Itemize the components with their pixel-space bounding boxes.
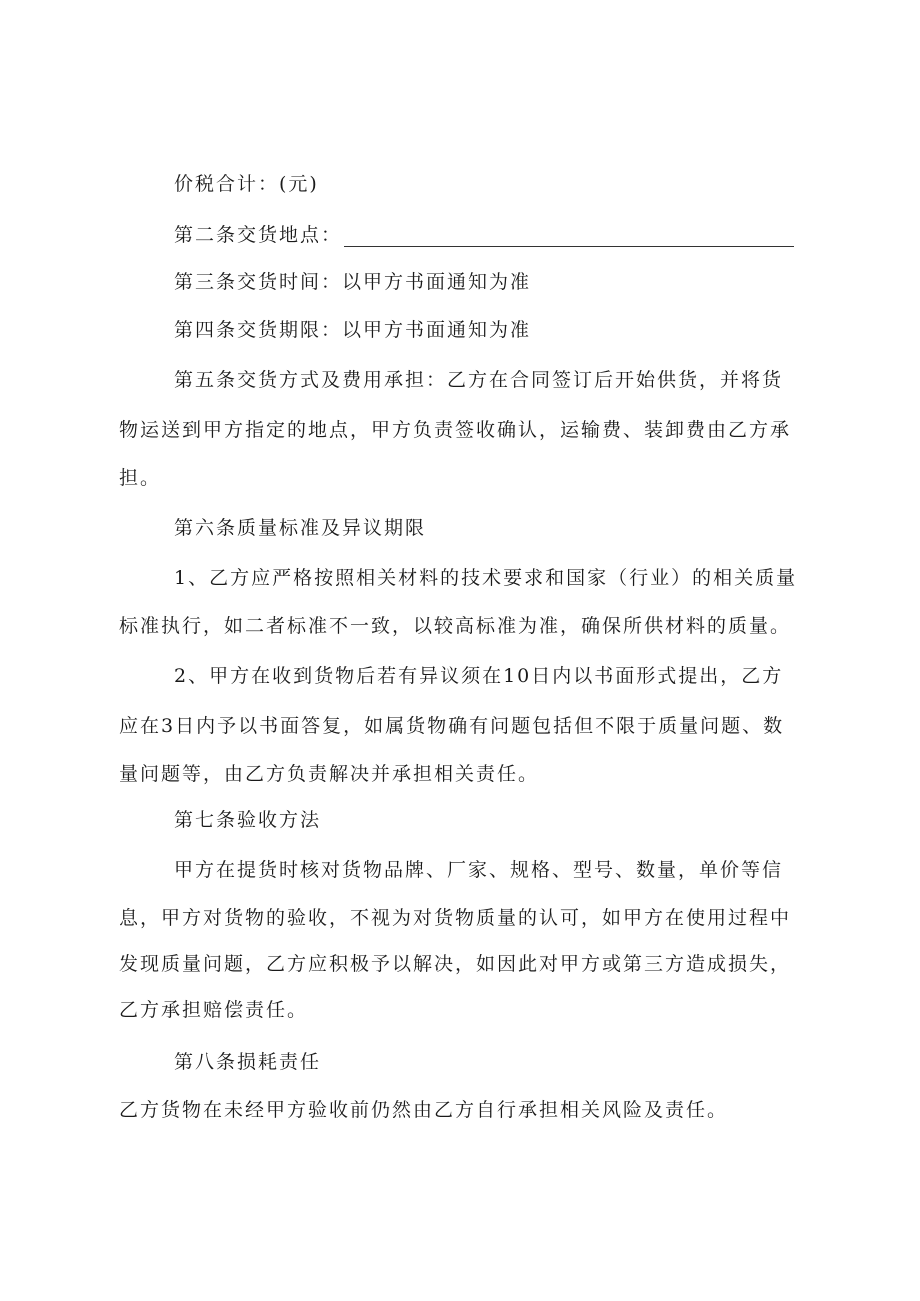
article-5-line-3: 担。 <box>119 467 162 489</box>
article-7-heading: 第七条验收方法 <box>174 809 322 831</box>
article-5-line-1: 第五条交货方式及费用承担：乙方在合同签订后开始供货，并将货 <box>174 369 784 391</box>
article-6-heading: 第六条质量标准及异议期限 <box>174 517 427 539</box>
delivery-time-line: 第三条交货时间：以甲方书面通知为准 <box>174 271 532 293</box>
delivery-deadline-line: 第四条交货期限：以甲方书面通知为准 <box>174 319 532 341</box>
article-7-line-4: 乙方承担赔偿责任。 <box>119 999 309 1021</box>
article-7-line-3: 发现质量问题，乙方应积极予以解决，如因此对甲方或第三方造成损失， <box>119 953 792 975</box>
tax-total-line: 价税合计：(元) <box>174 173 319 195</box>
article-8-heading: 第八条损耗责任 <box>174 1051 322 1073</box>
article-6-item-2-line-3: 量问题等，由乙方负责解决并承担相关责任。 <box>119 763 540 785</box>
delivery-location-blank <box>344 228 794 247</box>
article-6-item-2-line-1: 2、甲方在收到货物后若有异议须在10日内以书面形式提出，乙方 <box>174 665 784 687</box>
delivery-location-line <box>174 223 794 247</box>
article-6-item-2-line-2: 应在3日内予以书面答复，如属货物确有问题包括但不限于质量问题、数 <box>119 715 785 737</box>
article-7-line-1: 甲方在提货时核对货物品牌、厂家、规格、型号、数量，单价等信 <box>174 859 784 881</box>
delivery-location-label: 第二条交货地点： <box>174 224 343 246</box>
article-7-line-2: 息，甲方对货物的验收，不视为对货物质量的认可，如甲方在使用过程中 <box>119 907 792 929</box>
article-6-item-1-line-2: 标准执行，如二者标准不一致，以较高标准为准，确保所供材料的质量。 <box>119 615 792 637</box>
article-5-line-2: 物运送到甲方指定的地点，甲方负责签收确认，运输费、装卸费由乙方承 <box>119 419 792 441</box>
article-6-item-1-line-1: 1、乙方应严格按照相关材料的技术要求和国家（行业）的相关质量 <box>174 567 798 589</box>
article-8-line-1: 乙方货物在未经甲方验收前仍然由乙方自行承担相关风险及责任。 <box>119 1099 729 1121</box>
